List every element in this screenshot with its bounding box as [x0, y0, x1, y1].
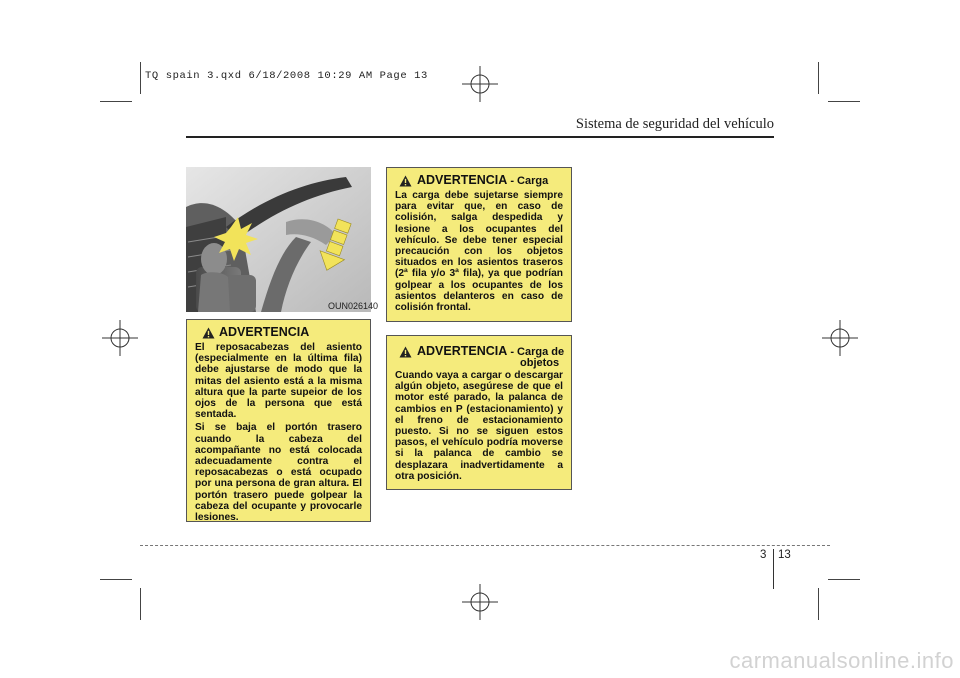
warning-title-main: ADVERTENCIA	[417, 344, 507, 358]
tailgate-headrest-illustration	[186, 167, 371, 312]
warning-paragraph: Si se baja el portón trasero cuando la cabeza del acompañante no está colocada adecuadamente contra el reposacabezas o está ocupado por una persona de gran altura. El portón trasero puede golpear la cabeza del ocupante y provocarle lesiones.	[195, 422, 362, 524]
warning-box-headrest	[186, 319, 371, 522]
warning-triangle-icon	[202, 327, 215, 339]
crop-mark	[100, 101, 132, 102]
registration-mark-icon	[462, 66, 498, 102]
print-slug: TQ spain 3.qxd 6/18/2008 10:29 AM Page 13	[145, 70, 428, 82]
warning-subtitle: - Carga de	[510, 346, 565, 358]
warning-title: ADVERTENCIA	[219, 325, 310, 339]
page-number-separator	[773, 549, 774, 589]
page-number: 13	[778, 549, 791, 561]
warning-triangle-icon	[399, 346, 412, 358]
warning-subtitle-line2: objetos	[520, 357, 560, 369]
crop-mark	[100, 579, 132, 580]
crop-mark	[818, 62, 819, 94]
warning-title	[417, 174, 548, 188]
crop-mark	[828, 579, 860, 580]
warning-box-loading	[386, 335, 572, 490]
header-rule	[186, 136, 774, 138]
registration-mark-icon	[102, 320, 138, 356]
warning-header	[395, 168, 563, 190]
tailgate-impact-illustration	[186, 167, 371, 312]
warning-header	[395, 336, 563, 370]
crop-mark	[818, 588, 819, 620]
warning-paragraph: El reposacabezas del asiento (especialmente en la última fila) debe ajustarse de modo que la mitas del asiento está a la misma altura que la parte supeior de los ojos de la persona que está sentada.	[195, 342, 362, 421]
registration-mark-icon	[462, 584, 498, 620]
figure-code: OUN026140	[328, 301, 379, 311]
footer-rule	[140, 545, 830, 546]
registration-mark-icon	[822, 320, 858, 356]
crop-mark	[140, 588, 141, 620]
watermark: carmanualsonline.info	[729, 648, 954, 673]
warning-header	[195, 320, 362, 342]
warning-triangle-icon	[399, 175, 412, 187]
crop-mark	[828, 101, 860, 102]
warning-paragraph: La carga debe sujetarse siempre para evitar que, en caso de colisión, salga despedida y lesione a los ocupantes del vehículo. Se debe tener especial precaución con los objetos situados en los asientos traseros (2ª fila y/o 3ª fila), ya que podrían golpear a los ocupantes de los asientos delanteros en caso de colisión frontal.	[395, 190, 563, 314]
section-title: Sistema de seguridad del vehículo	[575, 116, 774, 132]
warning-box-cargo	[386, 167, 572, 322]
warning-subtitle: - Carga	[510, 175, 549, 187]
chapter-number: 3	[760, 549, 767, 561]
crop-mark	[140, 62, 141, 94]
warning-paragraph: Cuando vaya a cargar o descargar algún objeto, asegúrese de que el motor esté parado, la palanca de cambios en P (estacionamiento) y el freno de estacionamiento puesto. Si no se siguen estos pasos, el vehículo podría moverse si la palanca de cambio se desplazara inadvertidamente a otra posición.	[395, 370, 563, 482]
warning-title-main: ADVERTENCIA	[417, 173, 507, 187]
